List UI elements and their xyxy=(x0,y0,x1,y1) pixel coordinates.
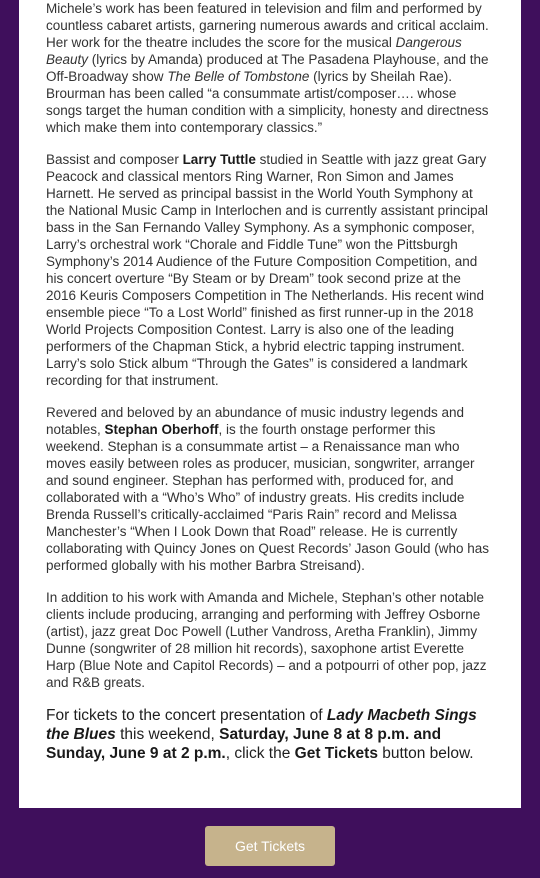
text: , click the xyxy=(225,745,295,762)
text: Revered and beloved by an abundance of music industry legends and notables, xyxy=(46,405,465,437)
paragraph-tickets-info xyxy=(46,706,492,763)
show-title: The Belle of Tombstone xyxy=(167,69,310,84)
paragraph-tuttle-bio xyxy=(46,151,492,389)
concert-title: Lady Macbeth Sings the Blues xyxy=(46,707,477,743)
paragraph-oberhoff-clients xyxy=(46,589,492,691)
paragraph-oberhoff-bio xyxy=(46,404,492,574)
performer-name: Larry Tuttle xyxy=(182,152,256,167)
text: For tickets to the concert presentation of xyxy=(46,707,327,724)
text: Michele’s work has been featured in television and film and performed by countless cabaret artists, garnering numerous awards and critical acclaim. Her work for the theatre includes the score for the musical xyxy=(46,1,489,50)
get-tickets-button[interactable]: Get Tickets xyxy=(205,826,335,866)
paragraph-brourman-bio xyxy=(46,0,492,136)
concert-dates: Saturday, June 8 at 8 p.m. and Sunday, June 9 at 2 p.m. xyxy=(46,726,442,762)
cta-reference: Get Tickets xyxy=(294,745,378,762)
performer-name: Stephan Oberhoff xyxy=(104,422,219,437)
email-content-card xyxy=(19,0,521,808)
text: this weekend, xyxy=(115,726,220,743)
text: button below. xyxy=(377,745,474,762)
text: Bassist and composer xyxy=(46,152,183,167)
text: (lyrics by Sheilah Rae). Brourman has been called “a consummate artist/composer…. whose songs target the human condition with a simplicity, honesty and directness which make them into contemporary classics.” xyxy=(46,69,489,135)
text: In addition to his work with Amanda and Michele, Stephan’s other notable clients include producing, arranging and performing with Jeffrey Osborne (artist), jazz great Doc Powell (Luther Vandross, Aretha Franklin), Jimmy Dunne (songwriter of 28 million hit records), saxophone artist Everette Harp (Blue Note and Capitol Records) – and a potpourri of other pop, jazz and R&B greats. xyxy=(46,590,487,690)
footer-button-area xyxy=(0,808,540,878)
text: studied in Seattle with jazz great Gary Peacock and classical mentors Ring Warner, Ron Simon and James Harnett. He served as principal bassist in the World Youth Symphony at the National Music Camp in Interlochen and is currently assistant principal bass in the San Fernando Valley Symphony. As a symphonic composer, Larry’s orchestral work “Chorale and Fiddle Tune” won the Pittsburgh Symphony’s 2014 Audience of the Future Composition Competition, and his concert overture “By Steam or by Dream” took second prize at the 2016 Keuris Composers Competition in The Netherlands. His recent wind ensemble piece “To a Lost World” finished as first runner-up in the 2018 World Projects Composition Contest. Larry is also one of the leading performers of the Chapman Stick, a hybrid electric tapping instrument. Larry’s solo Stick album “Through the Gates” is considered a landmark recording for that instrument. xyxy=(46,152,488,388)
text: , is the fourth onstage performer this weekend. Stephan is a consummate artist – a Renaissance man who moves easily between roles as producer, musician, songwriter, arranger and sound engineer. Stephan has performed with, produced for, and collaborated with a “Who’s Who” of industry greats. His credits include Brenda Russell’s critically-acclaimed “Paris Rain” record and Melissa Manchester’s “When I Look Down that Road” release. He is currently collaborating with Quincy Jones on Quest Records’ Jason Gould (who has performed globally with his mother Barbra Streisand). xyxy=(46,422,489,573)
musical-title: Dangerous Beauty xyxy=(46,35,462,67)
text: (lyrics by Amanda) produced at The Pasadena Playhouse, and the Off-Broadway show xyxy=(46,52,489,84)
